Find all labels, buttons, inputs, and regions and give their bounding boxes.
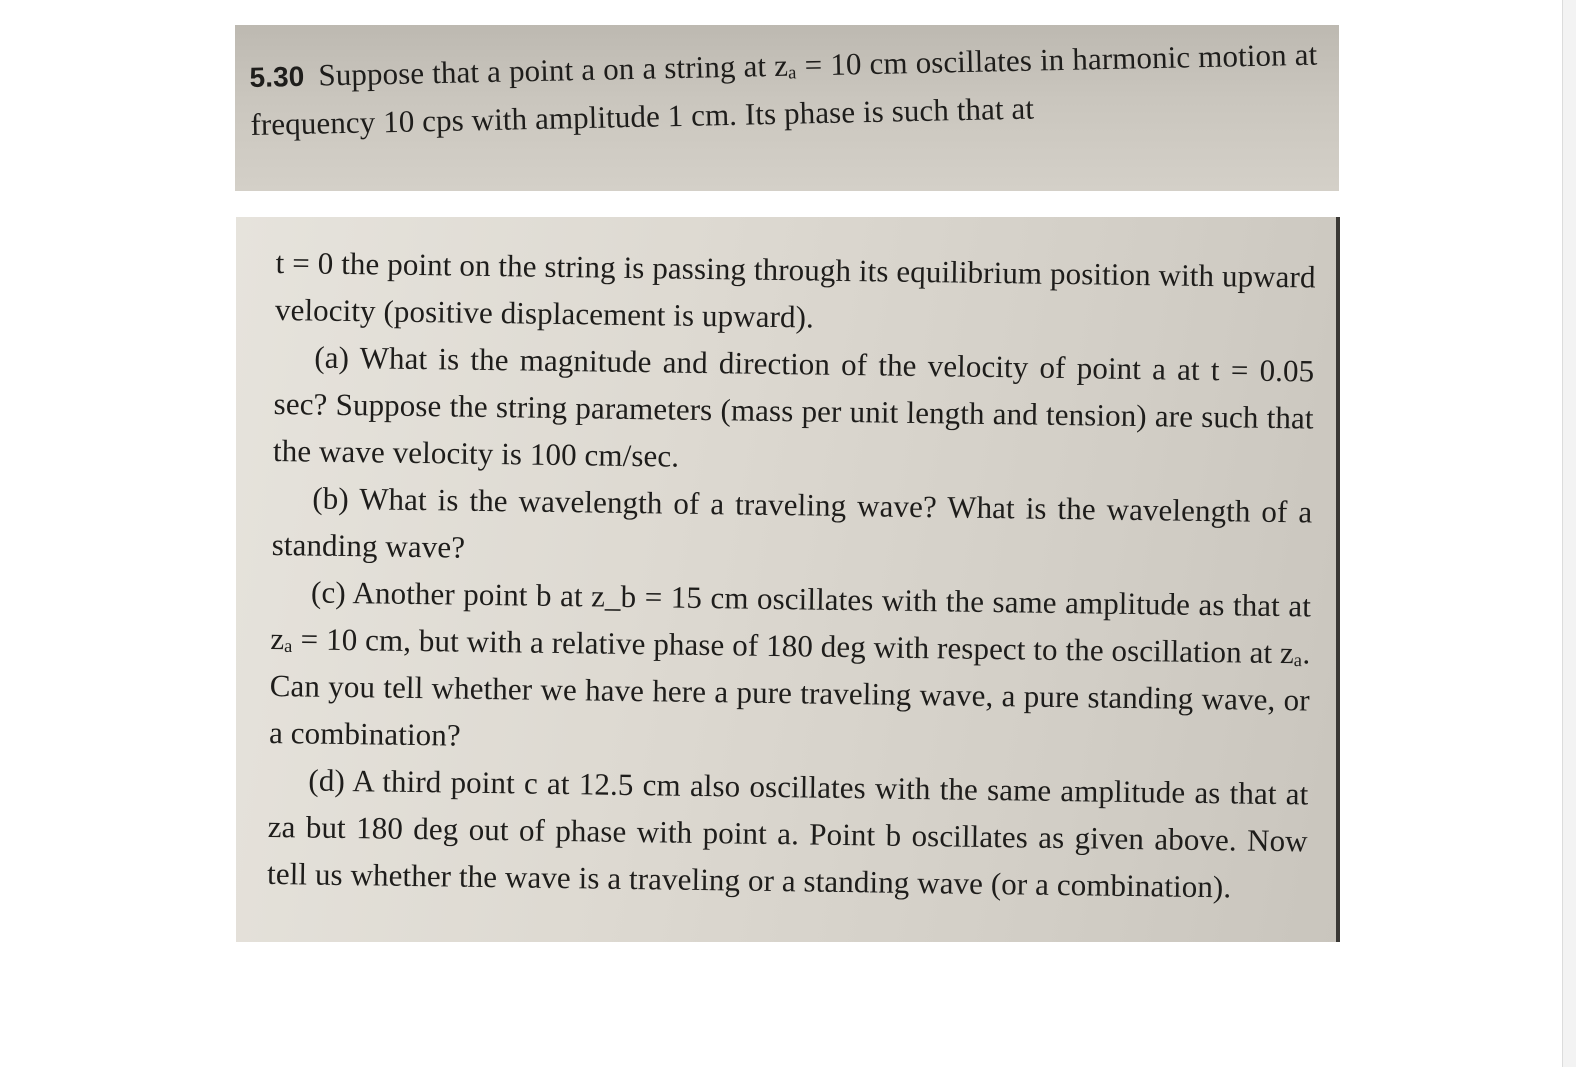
problem-number: 5.30 [249, 60, 305, 93]
problem-text-top: Suppose that a point a on a string at zₐ = 10 cm oscillates in harmonic motion at frequency 10 cps with amplitude 1 cm. Its phase is such that at [250, 36, 1318, 142]
problem-intro: t = 0 the point on the string is passing through its equilibrium position with upward velocity (positive displacement is upward). [274, 244, 1316, 335]
problem-statement-continued [267, 239, 1316, 911]
textbook-photo-bottom [236, 217, 1340, 942]
textbook-photo-top [235, 25, 1339, 191]
part-b [271, 474, 1312, 583]
window-edge [1562, 0, 1576, 1067]
part-c [269, 568, 1312, 771]
part-d-text: (d) A third point c at 12.5 cm also oscillates with the same amplitude as that at za but 180 deg out of phase with point a. Point b oscillates as given above. Now tell us whether the wave is a traveling or a standing wave (or a combination). [266, 762, 1309, 905]
part-a [273, 333, 1315, 489]
part-a-text: (a) What is the magnitude and direction of the velocity of point a at t = 0.05 sec? Suppose the string parameters (mass per unit length and tension) are such that the wave velocity is 100 cm/sec. [272, 339, 1315, 474]
part-d [267, 756, 1309, 912]
part-c-text: (c) Another point b at z_b = 15 cm oscillates with the same amplitude as that at zₐ = 10 cm, but with a relative phase of 180 deg with respect to the oscillation at zₐ. Can you tell whether we have here a pure traveling wave, a pure standing wave, or a combination? [268, 574, 1312, 753]
part-b-text: (b) What is the wavelength of a traveling wave? What is the wavelength of a standing wave? [271, 480, 1313, 565]
problem-statement-start [249, 31, 1319, 148]
